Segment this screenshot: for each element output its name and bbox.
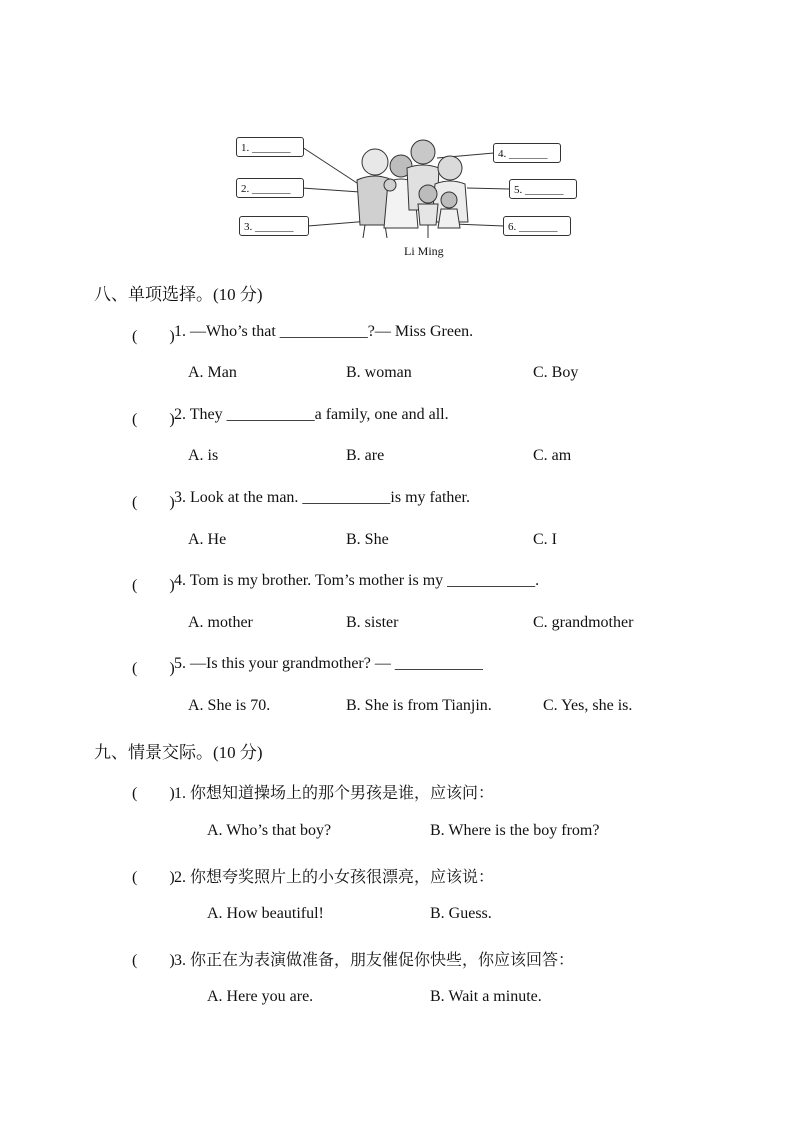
label-box-3: 3. _______ xyxy=(239,216,309,236)
family-illustration xyxy=(232,130,582,262)
answer-paren[interactable]: ( ) xyxy=(132,494,175,511)
question-text: 1. 你想知道操场上的那个男孩是谁，应该问： xyxy=(174,785,495,802)
label-box-5: 5. _______ xyxy=(509,179,577,199)
option-c[interactable]: C. Yes, she is. xyxy=(543,697,633,714)
option-a[interactable]: A. How beautiful! xyxy=(207,905,324,922)
label-box-1: 1. _______ xyxy=(236,137,304,157)
option-c[interactable]: C. am xyxy=(533,447,572,464)
option-a[interactable]: A. He xyxy=(188,531,227,548)
figure-caption: Li Ming xyxy=(404,244,444,258)
answer-paren[interactable]: ( ) xyxy=(132,952,175,969)
option-b[interactable]: B. She is from Tianjin. xyxy=(346,697,492,714)
answer-paren[interactable]: ( ) xyxy=(132,577,175,594)
option-b[interactable]: B. woman xyxy=(346,364,412,381)
option-a[interactable]: A. Who’s that boy? xyxy=(207,822,332,839)
question-text: 2. They ___________a family, one and all. xyxy=(174,406,449,423)
label-box-4: 4. _______ xyxy=(493,143,561,163)
answer-paren[interactable]: ( ) xyxy=(132,660,175,677)
answer-paren[interactable]: ( ) xyxy=(132,869,175,886)
answer-paren[interactable]: ( ) xyxy=(132,411,175,428)
option-c[interactable]: C. grandmother xyxy=(533,614,634,631)
question-text: 4. Tom is my brother. Tom’s mother is my ___________. xyxy=(174,572,540,589)
option-b[interactable]: B. sister xyxy=(346,614,399,631)
option-b[interactable]: B. are xyxy=(346,447,385,464)
option-a[interactable]: A. Man xyxy=(188,364,237,381)
option-c[interactable]: C. Boy xyxy=(533,364,579,381)
question-text: 3. Look at the man. ___________is my father. xyxy=(174,489,470,506)
section9-title: 九、情景交际。(10 分) xyxy=(94,743,263,762)
option-b[interactable]: B. She xyxy=(346,531,389,548)
label-box-2: 2. _______ xyxy=(236,178,304,198)
option-b[interactable]: B. Guess. xyxy=(430,905,492,922)
answer-paren[interactable]: ( ) xyxy=(132,328,175,345)
option-b[interactable]: B. Wait a minute. xyxy=(430,988,542,1005)
option-a[interactable]: A. Here you are. xyxy=(207,988,314,1005)
question-text: 1. —Who’s that ___________?— Miss Green. xyxy=(174,323,474,340)
section8-title: 八、单项选择。(10 分) xyxy=(94,285,263,304)
option-a[interactable]: A. mother xyxy=(188,614,253,631)
question-text: 5. —Is this your grandmother? — ___________ xyxy=(174,655,483,672)
option-b[interactable]: B. Where is the boy from? xyxy=(430,822,600,839)
label-box-6: 6. _______ xyxy=(503,216,571,236)
question-text: 2. 你想夸奖照片上的小女孩很漂亮，应该说： xyxy=(174,869,495,886)
option-a[interactable]: A. is xyxy=(188,447,219,464)
question-text: 3. 你正在为表演做准备，朋友催促你快些，你应该回答： xyxy=(174,952,575,969)
option-a[interactable]: A. She is 70. xyxy=(188,697,271,714)
answer-paren[interactable]: ( ) xyxy=(132,785,175,802)
option-c[interactable]: C. I xyxy=(533,531,557,548)
